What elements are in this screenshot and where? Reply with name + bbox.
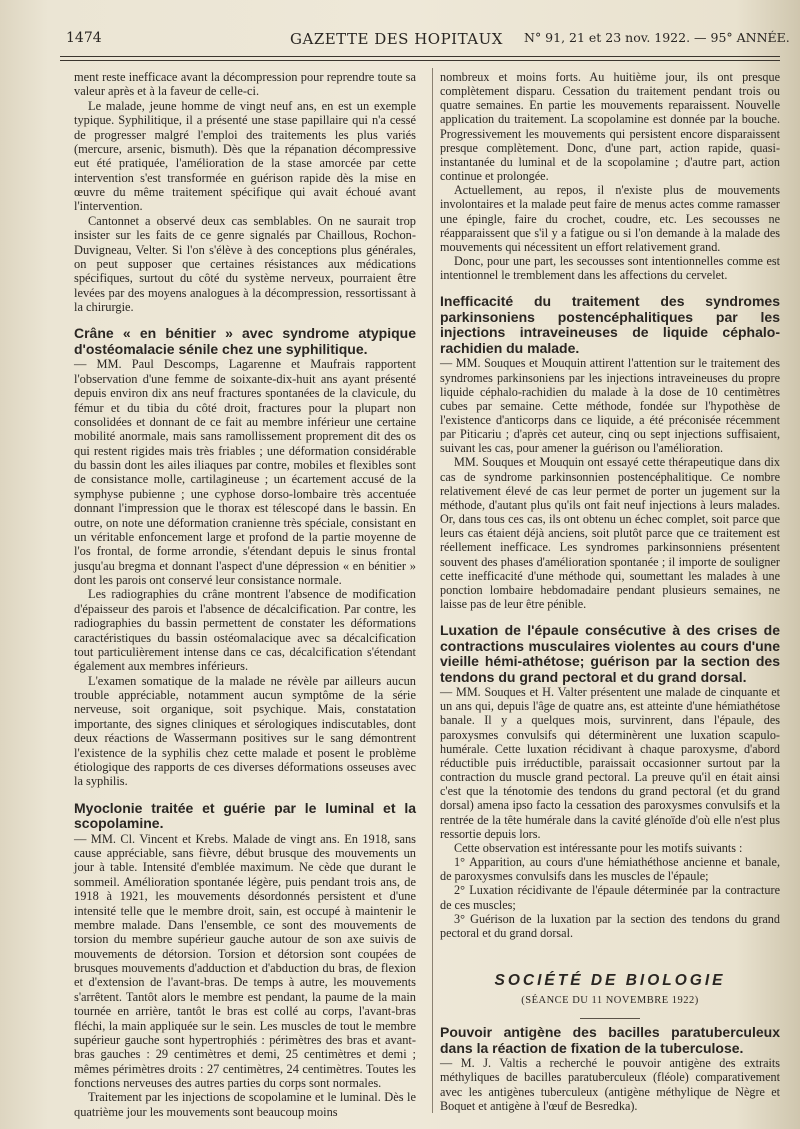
paragraph: Actuellement, au repos, il n'existe plus de mouvements involontaires et la malade peut faire de menus actes comme ramasser une épingle, faire du crochet, coudre, etc. Les secousses ne réapparaissent que s'il y a fatigue ou si l'on demande à la malade des mouvements qui nécessitent un effort relativement grand. <box>440 183 780 254</box>
page-header <box>0 30 800 52</box>
paragraph: ment reste inefficace avant la décompression pour reprendre toute sa valeur après et à la faveur de celle-ci. <box>74 70 416 99</box>
list-item: 2° Luxation récidivante de l'épaule déterminée par la contracture de ces muscles; <box>440 883 780 912</box>
section-rule <box>580 1018 640 1019</box>
paragraph: — MM. Cl. Vincent et Krebs. Malade de vingt ans. En 1918, sans cause appréciable, sans fièvre, début brusque des mouvements un jour à table. Intensité d'emblée maximum. Ne cède que durant le sommeil. Amélioration spontanée légère, puis pendant trois ans, de 1918 à 1921, les mouvements désordonnés persistent et d'une intensité telle que le membre droit, sain, est occupé à maintenir le membre malade. Dans l'ensemble, ce sont des mouvements de torsion du membre supérieur gauche autour de son axe suivis de mouvements de détorsion. Torsion et détorsion sont coupées de brusques mouvements d'adduction et d'abduction du bras, de flexion et d'extension de l'avant-bras. De temps à autre, les mouvements s'arrêtent. Tantôt alors le membre est pendant, la paume de la main tournée en arrière, tantôt le bras est collé au corps, l'avant-bras fléchi, la main appliquée sur le sein. Les muscles de tout le membre supérieur gauche sont hypertrophiés : périmètres des bras et avant-bras gauches : 29 centimètres et demi, 25 centimètres et demi ; mêmes périmètres droits : 27 centimètres, 24 centimètres. Toutes les fonctions nerveuses des autres parties du corps sont normales. <box>74 831 416 1090</box>
paragraph: Les radiographies du crâne montrent l'absence de modification d'épaisseur des parois et l'absence de décalcification. Par contre, les radiographies du bassin permettent de constater les déformations caractéristiques du bassin ostéomalacique avec sa décalcification tout particulièrement intense dans ce cas, décalcification s'étendant également aux membres inférieurs. <box>74 587 416 674</box>
paragraph: Cette observation est intéressante pour les motifs suivants : <box>454 840 743 855</box>
header-rule <box>60 56 780 57</box>
list-item: 3° Guérison de la luxation par la section des tendons du grand pectoral et du grand dorsal. <box>440 911 780 940</box>
seance-date: (SÉANCE DU 11 NOVEMBRE 1922) <box>521 995 699 1007</box>
section-title: Pouvoir antigène des bacilles paratuberculeux dans la réaction de fixation de la tuberculose. <box>440 1024 780 1056</box>
section-title: Luxation de l'épaule consécutive à des crises de contractions musculaires violentes au cours d'une vieille hémi-athétose; guérison par la section des tendons du grand pectoral et du grand dorsal. <box>440 622 780 685</box>
section-title: Crâne « en bénitier » avec syndrome atypique d'ostéomalacie sénile chez une syphilitique. <box>74 325 416 357</box>
issue-info: N° 91, 21 et 23 nov. 1922. — 95° ANNÉE. <box>524 30 790 45</box>
page-number: 1474 <box>66 30 102 46</box>
section-title: Myoclonie traitée et guérie par le luminal et la scopolamine. <box>74 799 416 832</box>
paragraph: L'examen somatique de la malade ne révèle par ailleurs aucun trouble appréciable, notamment aucun symptôme de la série nerveuse, soit organique, soit psychique. Mais, constatation importante, des signes cliniques et sérologiques indiscutables, dont deux réactions de Wassermann positives sur le sang démontrent l'existence de la syphilis chez cette malade et posent le problème étiologique des rapports de ces diverses déformations osseuses avec la syphilis. <box>74 673 416 789</box>
paragraph: — MM. Souques et H. Valter présentent une malade de cinquante et un ans qui, depuis l'âge de quatre ans, est atteinte d'une hémiathétose banale. Il y a quelques mois, survinrent, dans l'épaule, des paroxysmes convulsifs qui déterminèrent une luxation scapulo-humérale. Cette luxation récidivant à chaque paroxysme, d'abord réductible puis irréductible, paraissait occasionner surtout par la contraction du muscle grand pectoral. La preuve qu'il en était ainsi c'est que la ténotomie des tendons du grand pectoral (et du grand dorsal) amena ipso facto la cessation des paroxysmes convulsifs et la rentrée de la tête humérale dans la cavité glénoïde d'où elle n'est plus ressortie depuis lors. <box>440 685 780 841</box>
paragraph: Le malade, jeune homme de vingt neuf ans, en est un exemple typique. Syphilitique, il a présenté une stase papillaire qui n'a cessé de progresser malgré l'emploi des traitements les plus variés (mercure, arsenic, bismuth). Dès que la répanation décompressive eut été pratiquée, l'amélioration de la stase amorcée par cette intervention s'est transformée en guérison rapide dès la mise en œuvre du même traitement spécifique qui avait échoué avant l'intervention. <box>74 98 416 214</box>
paragraph: — M. J. Valtis a recherché le pouvoir antigène des extraits méthyliques de bacilles paratuberculeux (fléole) comparativement avec les antigènes tuberculeux (antigène méthylique de Nègre et Boquet et antigène à l'œuf de Besredka). <box>440 1056 780 1113</box>
paragraph: nombreux et moins forts. Au huitième jour, ils ont presque complètement disparu. Cessation du traitement pendant trois ou quatre semaines. En partie les mouvements reparaissent. Nouvelle application du traitement. La scopolamine est donnée par la bouche. Progressivement les mouvements qui persistent encore disparaissent presque complètement. Donc, d'une part, action rapide, quasi-instantanée du luminal et de la scopolamine ; d'autre part, action continue et prolongée. <box>440 70 780 184</box>
column-divider <box>432 68 433 1113</box>
society-heading: SOCIÉTÉ DE BIOLOGIE <box>494 971 726 989</box>
paragraph: MM. Souques et Mouquin ont essayé cette thérapeutique dans dix cas de syndrome parkinsonnien postencéphalitique. Ce nombre relativement élevé de cas leur permet de porter un jugement sur la méthode, d'autant plus qu'ils ont fait neuf injections à leurs malades. Or, dans tous ces cas, ils ont obtenu un échec complet, soit parce que leurs cas étaient déjà anciens, soit plutôt parce que ce traitement est réellement inefficace. Les syndromes parkinsonniens présentent souvent des phases d'amélioration spontanée ; il importe de souligner cette inefficacité d'une méthode qui, soumettant les malades à une ponction lombaire hebdomadaire pendant plusieurs semaines, ne laisse pas de leur être pénible. <box>440 455 780 611</box>
paragraph: — MM. Paul Descomps, Lagarenne et Maufrais rapportent l'observation d'une femme de soixante-dix-huit ans ayant présenté depuis environ dix ans neuf fractures spontanées de la clavicule, du fémur et du tibia du côté droit, fractures pour la plupart non consolidées et donnant de ce fait au membre inférieur une certaine mobilité anormale, mais sans ramollissement proprement dit des os qui restent rigides mais très friables ; une déformation considérable du bassin dont les ailes iliaques par contre, mobiles et flexibles sont de consistance molle, cartilagineuse ; un écartement accusé de la symphyse pubienne ; une cyphose dorso-lombaire très accentuée donnant l'impression que le thorax est télescopé dans le bassin. En outre, on note une déformation cranienne très spéciale, consistant en un véritable enfoncement large et profond de la partie moyenne de l'os frontal, de forme arrondie, s'étendant depuis le sinus frontal jusqu'au bregma et donnant l'aspect d'une dépression « en bénitier » dont les parois ont conservé leur consistance normale. <box>74 357 416 587</box>
right-column <box>440 70 780 1113</box>
header-rule-double <box>60 60 780 61</box>
list-item: 1° Apparition, au cours d'une hémiathéthose ancienne et banale, de paroxysmes convulsifs dans les muscles de l'épaule; <box>440 855 780 884</box>
journal-title: GAZETTE DES HOPITAUX <box>290 30 503 48</box>
paragraph: Traitement par les injections de scopolamine et le luminal. Dès le quatrième jour les mouvements sont beaucoup moins <box>74 1090 416 1119</box>
left-column <box>74 70 416 1119</box>
paragraph: Cantonnet a observé deux cas semblables. On ne saurait trop insister sur les faits de ce genre signalés par Chaillous, Rochon-Duvigneau, Velter. Si l'on s'élève à des conceptions plus générales, on peut supposer que certaines résistances aux médications spécifiques, surtout du côté du système nerveux, pourraient être levées par des moyens analogues à la décompression, ressortissant à la chirurgie. <box>74 213 416 314</box>
section-title: Inefficacité du traitement des syndromes parkinsoniens postencéphalitiques par les injections intraveineuses de liquide céphalo-rachidien du malade. <box>440 293 780 356</box>
paragraph: — MM. Souques et Mouquin attirent l'attention sur le traitement des syndromes parkinsoniens par les injections intraveineuses du propre liquide céphalo-rachidien du malade à la dose de 10 centimètres cubes par semaine. Cette méthode, fondée sur l'hypothèse de l'existence d'anticorps dans ce liquide, a été préconisée récemment par Piticariu ; d'après cet auteur, cinq ou sept injections suffisaient, suivant les cas, pour amener la guérison ou l'amélioration. <box>440 356 780 456</box>
paragraph: Donc, pour une part, les secousses sont intentionnelles comme est intentionnel le tremblement dans les affections du cervelet. <box>440 254 780 283</box>
